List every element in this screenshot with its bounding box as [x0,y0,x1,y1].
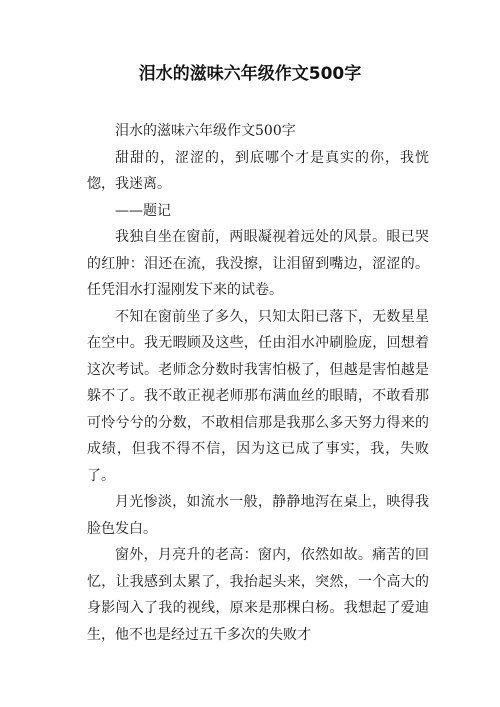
paragraph: 不知在窗前坐了多久，只知太阳已落下，无数星星在空中。我无暇顾及这些，任由泪水冲刷脸庞，回想着这次考试。老师念分数时我害怕极了，但越是害怕越是躲不了。我不敢正视老师那布满血丝的眼睛，不敢看那可怜兮兮的分数，不敢相信那是我那么多天努力得来的成绩，但我不得不信，因为这已成了事实，我，失败了。 [87,308,429,484]
paragraph-epigraph-attribution: ——题记 [115,202,171,219]
paragraph-subtitle: 泪水的滋味六年级作文500字 [115,123,296,139]
paragraph: 月光惨淡，如流水一般，静静地泻在桌上，映得我脸色发白。 [87,494,429,537]
document-body [87,118,429,648]
paragraph: 甜甜的，涩涩的，到底哪个才是真实的你，我恍惚，我迷离。 [87,149,429,192]
paragraph: 窗外，月亮升的老高：窗内，依然如故。痛苦的回忆，让我感到太累了，我抬起头来，突然，一个高大的身影闯入了我的视线，原来是那棵白杨。我想起了爱迪生，他不也是经过五千多次的失败才 [87,547,429,643]
paragraph: 我独自坐在窗前，两眼凝视着远处的风景。眼已哭的红肿：泪还在流，我没擦，让泪留到嘴边，涩涩的。任凭泪水打湿刚发下来的试卷。 [87,229,429,298]
document-title: 泪水的滋味六年级作文500字 [138,64,362,84]
